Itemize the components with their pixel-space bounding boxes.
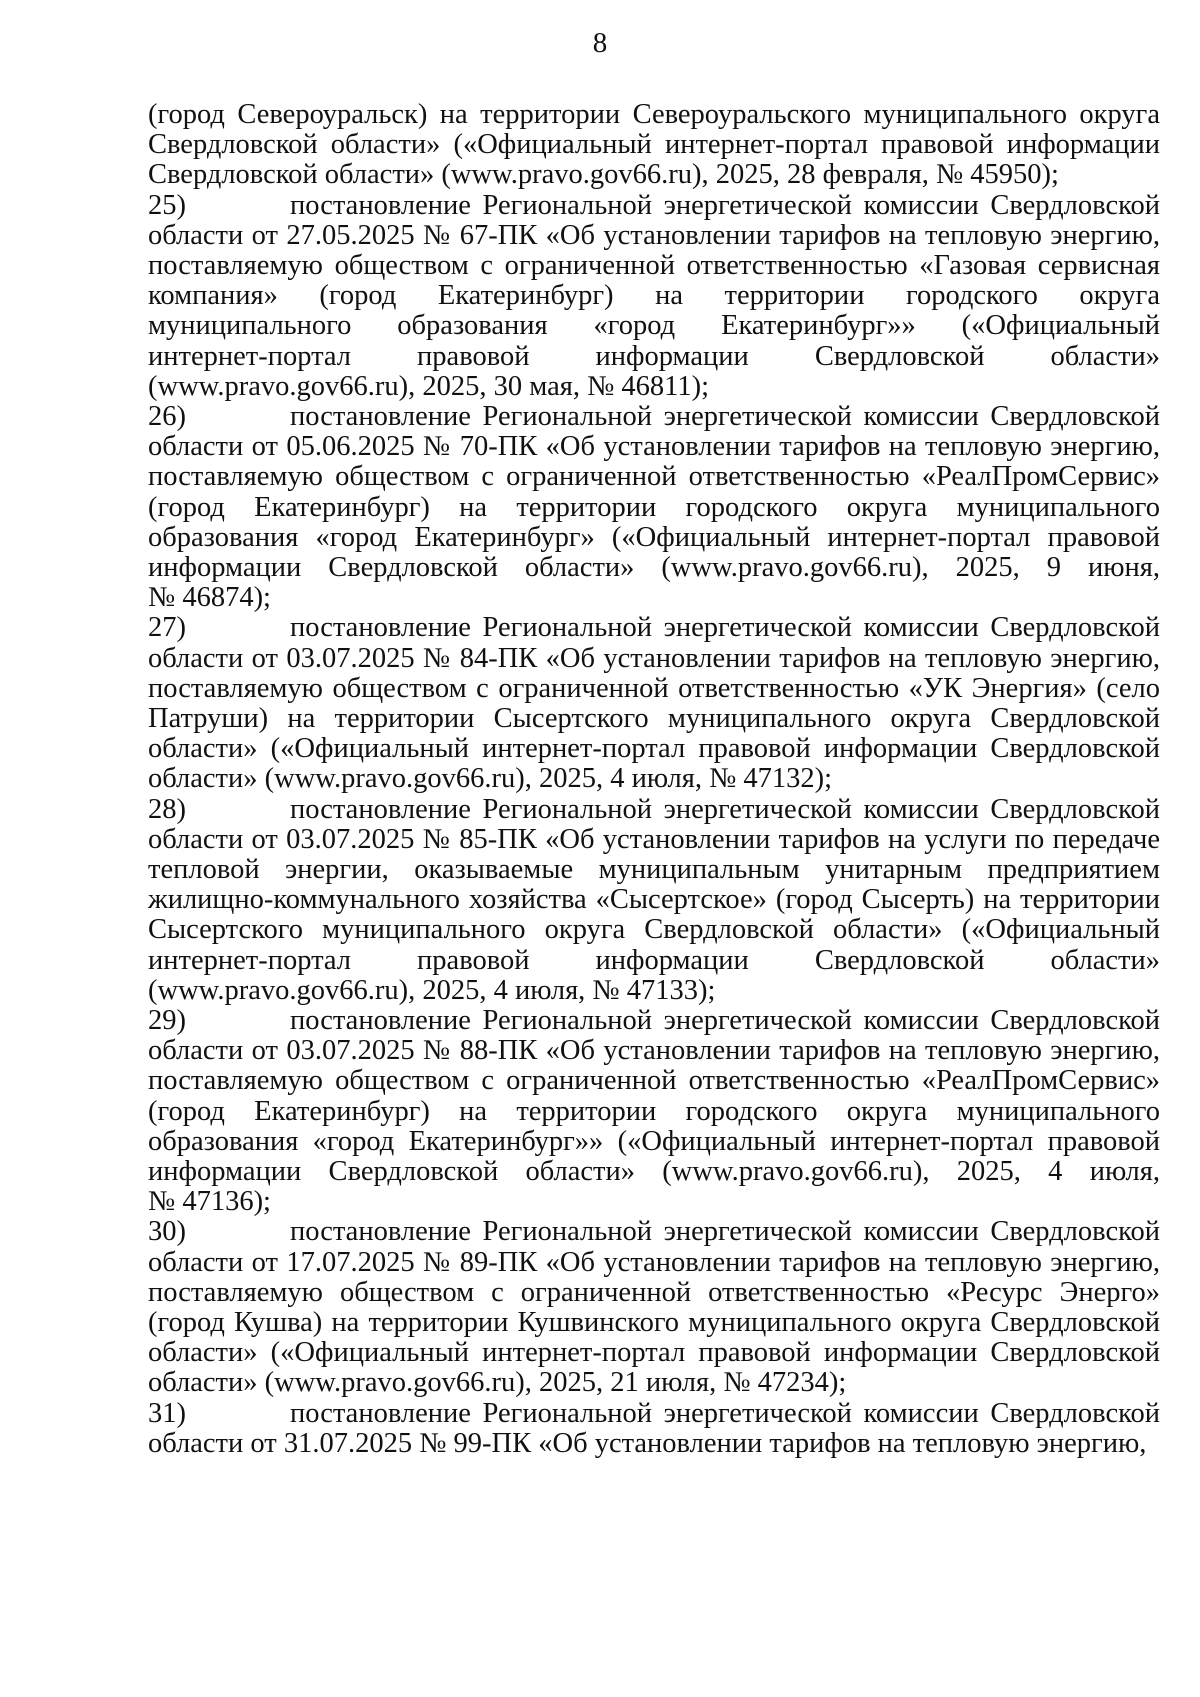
text-line: (город Екатеринбург) на территории городского округа муниципального <box>148 1095 1160 1127</box>
text-line: информации Свердловской области» (www.pravo.gov66.ru), 2025, 4 июля, <box>148 1156 1160 1187</box>
text-line: (www.pravo.gov66.ru), 2025, 4 июля, № 47133); <box>148 974 716 1006</box>
text-line: информации Свердловской области» (www.pravo.gov66.ru), 2025, 9 июня, <box>148 552 1160 583</box>
text-line <box>148 1397 1160 1430</box>
item-number: 30) <box>148 1216 186 1248</box>
page-number: 8 <box>592 27 608 59</box>
text-line: образования «город Екатеринбург»» («Официальный интернет-портал правовой <box>148 1125 1160 1157</box>
text-line: тепловой энергии, оказываемые муниципальным унитарным предприятием <box>148 854 1160 885</box>
text-line <box>148 400 1160 433</box>
text-line: Сысертского муниципального округа Свердловской области» («Официальный <box>148 914 1160 946</box>
text-line: области от 03.07.2025 № 84-ПК «Об установлении тарифов на тепловую энергию, <box>148 642 1160 674</box>
item-number: 28) <box>148 793 186 825</box>
text-line <box>148 1004 1160 1037</box>
item-text: постановление Региональной энергетической комиссии Свердловской <box>290 1397 1160 1429</box>
text-line: области от 05.06.2025 № 70-ПК «Об установлении тарифов на тепловую энергию, <box>148 431 1160 463</box>
text-line: области от 03.07.2025 № 88-ПК «Об установлении тарифов на тепловую энергию, <box>148 1035 1160 1067</box>
text-line: области от 17.07.2025 № 89-ПК «Об установлении тарифов на тепловую энергию, <box>148 1246 1160 1278</box>
item-number: 26) <box>148 401 186 432</box>
text-line: Патруши) на территории Сысертского муниципального округа Свердловской <box>148 703 1160 734</box>
item-text: постановление Региональной энергетической комиссии Свердловской <box>290 1005 1160 1036</box>
text-line: Свердловской области» (www.pravo.gov66.ru), 2025, 28 февраля, № 45950); <box>148 159 1059 191</box>
text-line: области от 31.07.2025 № 99-ПК «Об установлении тарифов на тепловую энергию, <box>148 1427 1147 1459</box>
item-number: 25) <box>148 189 186 221</box>
text-line: интернет-портал правовой информации Свердловской области» <box>148 944 1160 976</box>
text-line <box>148 1215 1160 1248</box>
text-line: поставляемую обществом с ограниченной ответственностью «УК Энергия» (село <box>148 672 1160 704</box>
text-line: области от 03.07.2025 № 85-ПК «Об установлении тарифов на услуги по передаче <box>148 823 1160 855</box>
item-text: постановление Региональной энергетической комиссии Свердловской <box>290 189 1160 221</box>
text-line <box>148 611 1160 644</box>
item-text: постановление Региональной энергетической комиссии Свердловской <box>290 612 1160 644</box>
text-line: области от 27.05.2025 № 67-ПК «Об установлении тарифов на тепловую энергию, <box>148 219 1160 251</box>
text-line: образования «город Екатеринбург» («Официальный интернет-портал правовой <box>148 521 1160 553</box>
text-line: поставляемую обществом с ограниченной ответственностью «РеалПромСервис» <box>148 1065 1160 1097</box>
item-number: 29) <box>148 1005 186 1036</box>
text-line: Свердловской области» («Официальный интернет-портал правовой информации <box>148 129 1160 161</box>
text-line: № 47136); <box>148 1186 271 1218</box>
text-line: муниципального образования «город Екатеринбург»» («Официальный <box>148 310 1160 342</box>
text-line: интернет-портал правовой информации Свердловской области» <box>148 340 1160 372</box>
text-line: жилищно-коммунального хозяйства «Сысертское» (город Сысерть) на территории <box>148 884 1160 916</box>
text-line <box>148 189 1160 222</box>
text-line: области» («Официальный интернет-портал правовой информации Свердловской <box>148 733 1160 765</box>
text-line <box>148 793 1160 826</box>
text-line: области» (www.pravo.gov66.ru), 2025, 4 июля, № 47132); <box>148 763 833 795</box>
text-line: (www.pravo.gov66.ru), 2025, 30 мая, № 46811); <box>148 370 710 402</box>
text-line: поставляемую обществом с ограниченной ответственностью «Ресурс Энерго» <box>148 1276 1160 1308</box>
text-line: области» («Официальный интернет-портал правовой информации Свердловской <box>148 1337 1160 1369</box>
item-text: постановление Региональной энергетической комиссии Свердловской <box>290 1216 1160 1248</box>
item-number: 31) <box>148 1397 186 1429</box>
text-line: (город Кушва) на территории Кушвинского муниципального округа Свердловской <box>148 1307 1160 1338</box>
text-line: (город Североуральск) на территории Североуральского муниципального округа <box>148 99 1160 130</box>
text-line: № 46874); <box>148 582 271 614</box>
item-text: постановление Региональной энергетической комиссии Свердловской <box>290 793 1160 825</box>
text-line: (город Екатеринбург) на территории городского округа муниципального <box>148 491 1160 523</box>
text-line: области» (www.pravo.gov66.ru), 2025, 21 июля, № 47234); <box>148 1367 847 1399</box>
item-number: 27) <box>148 612 186 644</box>
text-line: поставляемую обществом с ограниченной ответственностью «РеалПромСервис» <box>148 461 1160 493</box>
text-line: поставляемую обществом с ограниченной ответственностью «Газовая сервисная <box>148 250 1160 281</box>
item-text: постановление Региональной энергетической комиссии Свердловской <box>290 401 1160 432</box>
text-line: компания» (город Екатеринбург) на территории городского округа <box>148 280 1160 312</box>
